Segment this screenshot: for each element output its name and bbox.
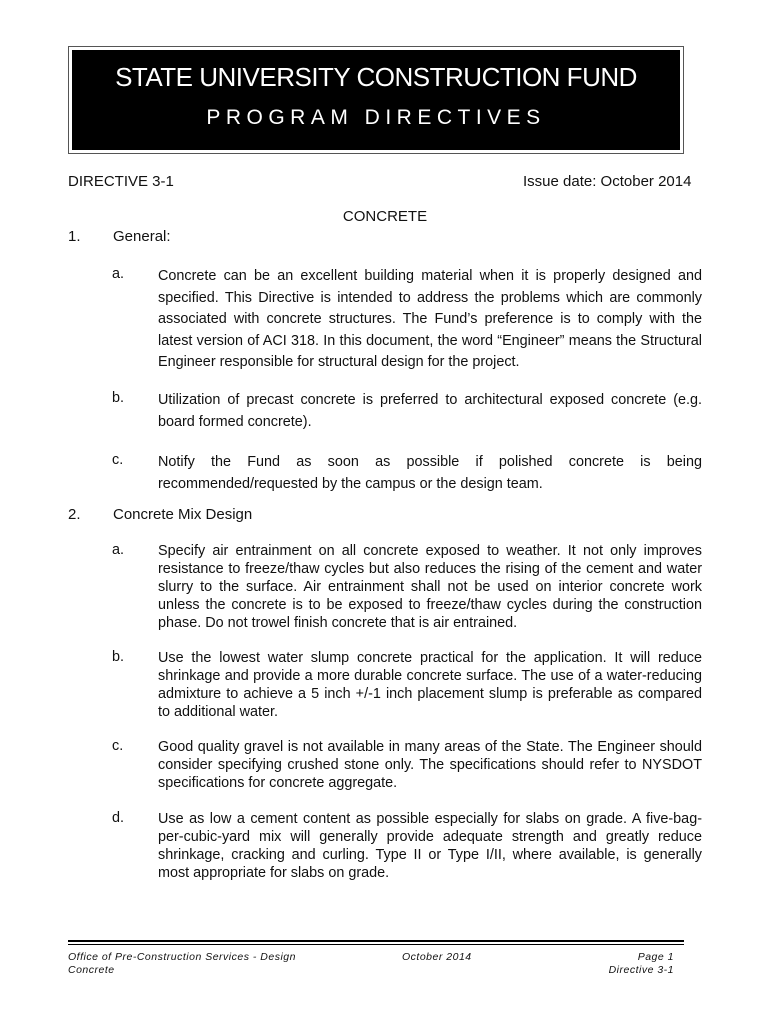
item-label: d. bbox=[112, 810, 125, 826]
header-banner bbox=[68, 46, 684, 154]
footer-left bbox=[68, 951, 296, 977]
footer-rule-thin bbox=[68, 944, 684, 945]
section-number: 1. bbox=[68, 228, 81, 245]
item-label: b. bbox=[112, 649, 125, 665]
item-text: Notify the Fund as soon as possible if polished concrete is being recommended/requested by the campus or the design team. bbox=[158, 454, 702, 492]
item-label: c. bbox=[112, 452, 124, 468]
issue-date: Issue date: October 2014 bbox=[523, 173, 692, 190]
footer-page: Page 1 bbox=[637, 951, 674, 963]
section-title: General: bbox=[113, 228, 171, 245]
footer-right bbox=[560, 951, 674, 977]
footer-rule-thick bbox=[68, 940, 684, 942]
footer-subject: Concrete bbox=[68, 964, 115, 976]
item-label: a. bbox=[112, 542, 125, 558]
section-number: 2. bbox=[68, 506, 81, 523]
header-banner-fill bbox=[72, 50, 680, 150]
item-label: b. bbox=[112, 390, 125, 406]
item-text: Good quality gravel is not available in many areas of the State. The Engineer should consider specifying crushed stone only. The specifications should refer to NYSDOT specifications for concrete aggregate. bbox=[158, 739, 702, 791]
item-text: Utilization of precast concrete is preferred to architectural exposed concrete (e.g. board formed concrete). bbox=[158, 392, 702, 430]
item-text: Specify air entrainment on all concrete exposed to weather. It not only improves resistance to freeze/thaw cycles but also reduces the rising of the cement and water slurry to the surface. Air entrainment shall not be used on interior concrete work unless the concrete is to be exposed to freeze/thaw cycles during the construction phase. Do not trowel finish concrete that is air entrained. bbox=[158, 543, 702, 631]
footer-directive: Directive 3-1 bbox=[608, 964, 674, 976]
directive-label: DIRECTIVE 3-1 bbox=[68, 173, 174, 190]
footer-office: Office of Pre-Construction Services - Design bbox=[68, 951, 296, 963]
footer-date: October 2014 bbox=[402, 951, 472, 963]
header-title: STATE UNIVERSITY CONSTRUCTION FUND bbox=[115, 62, 637, 92]
item-text: Use the lowest water slump concrete practical for the application. It will reduce shrinkage and provide a more durable concrete surface. The use of a water-reducing admixture to achieve a 5 inch +/-1 inch placement slump is preferable as compared to additional water. bbox=[158, 650, 702, 720]
document-title: CONCRETE bbox=[342, 208, 428, 225]
item-text: Use as low a cement content as possible especially for slabs on grade. A five-bag-per-cubic-yard mix will generally provide adequate strength and greatly reduce shrinkage, cracking and curling. Type II or Type I/II, where available, is generally most appropriate for slabs on grade. bbox=[158, 811, 702, 881]
item-label: a. bbox=[112, 266, 125, 282]
header-subtitle: PROGRAM DIRECTIVES bbox=[206, 106, 546, 129]
item-label: c. bbox=[112, 738, 124, 754]
item-text: Concrete can be an excellent building material when it is properly designed and specified. This Directive is intended to address the problems which are commonly associated with concrete structures. The Fund’s preference is to comply with the latest version of ACI 318. In this document, the word “Engineer” means the Structural Engineer responsible for structural design for the project. bbox=[158, 268, 702, 370]
section-title: Concrete Mix Design bbox=[113, 506, 253, 523]
